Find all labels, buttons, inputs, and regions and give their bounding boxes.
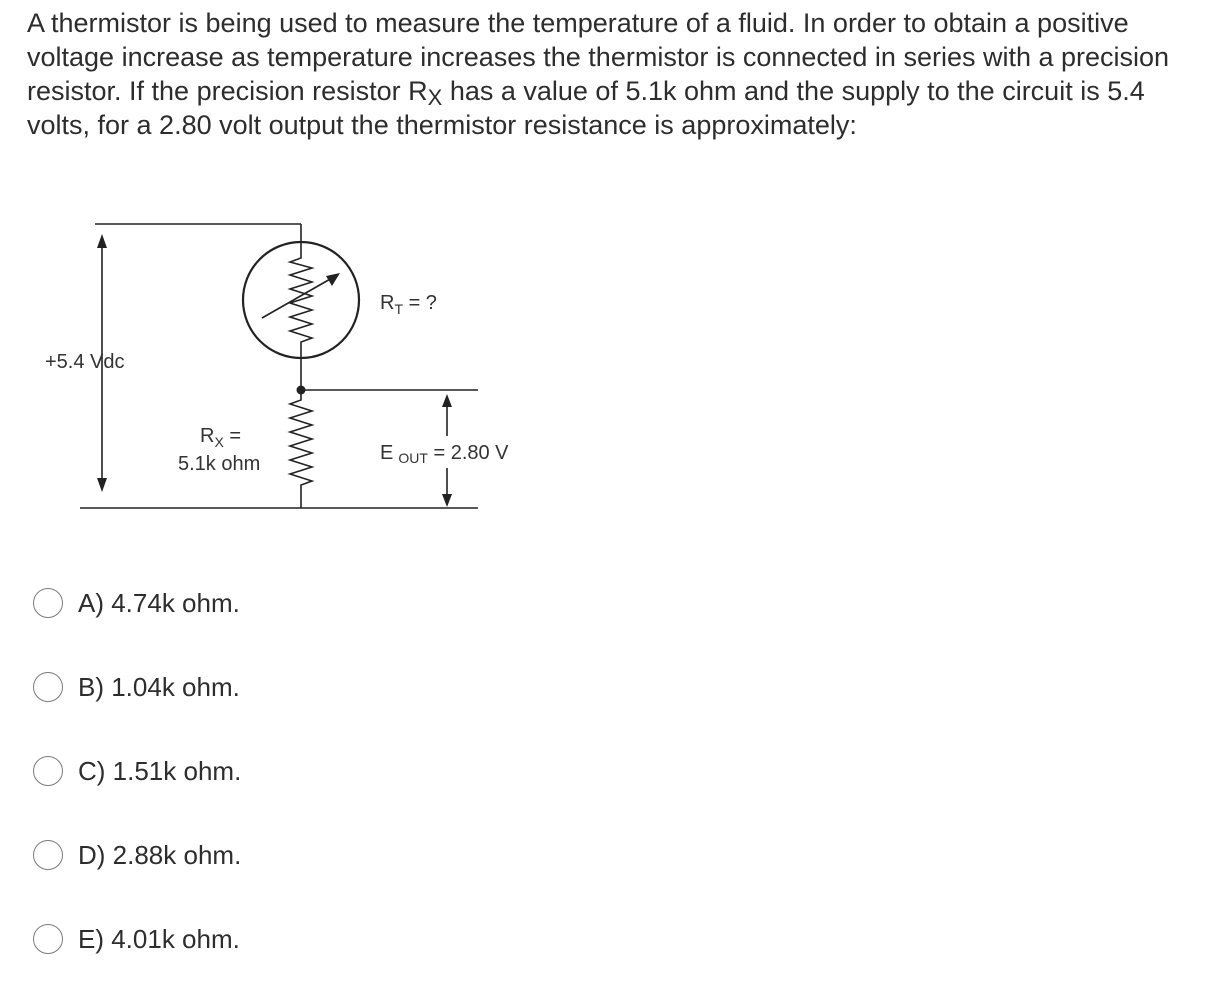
option-a[interactable] [33,580,241,626]
circuit-diagram [0,200,600,530]
option-e-label: E) 4.01k ohm. [78,923,240,954]
question-text [27,6,1187,142]
supply-label: +5.4 Vdc [45,351,125,373]
radio-button-d[interactable] [33,840,63,870]
eout-label: E $_{OUT}$ = 2.80 V [380,442,509,466]
option-a-label: A) 4.74k ohm. [78,587,240,618]
supply-arrow-head-top [97,234,107,248]
radio-button-e[interactable] [33,924,63,954]
option-b-label: B) 1.04k ohm. [78,671,240,702]
thermistor-arrow [262,278,332,318]
thermistor-arrow-head [326,273,340,286]
question-subscript: X [427,85,443,110]
option-d-label: D) 2.88k ohm. [78,839,242,870]
eout-arrow-down-head [442,494,452,507]
rx-resistor-zigzag [290,390,312,508]
question-part2: has a value of 5.1k ohm and the supply to the circuit is 5.4 volts, for a 2.80 volt output the thermistor resistance is approximately: [27,76,1145,140]
radio-button-a[interactable] [33,588,63,618]
answer-options [33,580,241,1000]
rt-label: $R_T$ = ? [380,292,437,317]
eout-arrow-up-head [442,394,452,407]
option-c-label: C) 1.51k ohm. [78,755,242,786]
option-e[interactable] [33,916,241,962]
option-c[interactable] [33,748,241,794]
rx-label: $R_X$ = [200,425,242,450]
option-d[interactable] [33,832,241,878]
question-part1: A thermistor is being used to measure the temperature of a fluid. In order to obtain a positive voltage increase as temperature increases the thermistor is connected in series with a precision resistor. If the precision resistor R [27,8,1170,106]
radio-button-b[interactable] [33,672,63,702]
radio-button-c[interactable] [33,756,63,786]
option-b[interactable] [33,664,241,710]
supply-arrow-head-bottom [97,478,107,492]
rx-value: 5.1k ohm [178,453,261,475]
